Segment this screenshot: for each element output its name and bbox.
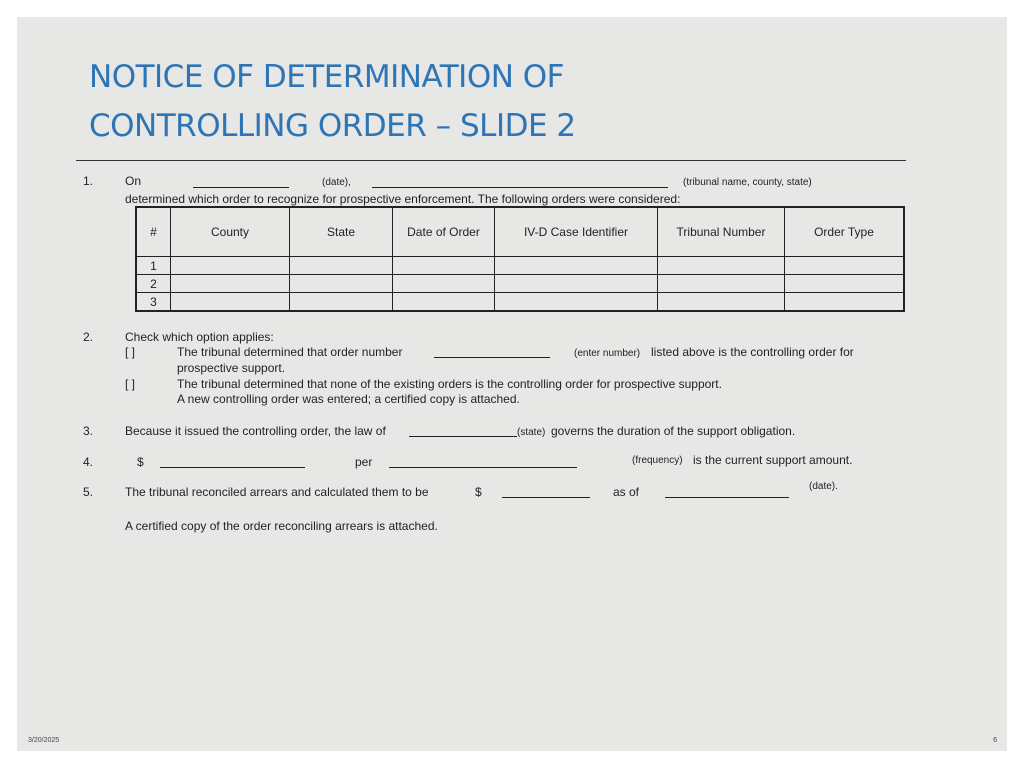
cell-date-of-order[interactable] (393, 257, 495, 275)
item-5-certified-text: A certified copy of the order reconciling arrears is attached. (125, 519, 438, 533)
item-1-on: On (125, 174, 142, 188)
item-4-number: 4. (83, 455, 94, 469)
table-row (136, 257, 904, 275)
arrears-date-line[interactable] (665, 497, 789, 498)
item-4-frequency-hint: (frequency) (632, 455, 683, 466)
item-1-number: 1. (83, 174, 94, 188)
cell-date-of-order[interactable] (393, 275, 495, 293)
cell-date-of-order[interactable] (393, 293, 495, 312)
item-1-date-hint: (date), (322, 177, 351, 188)
cell-case-identifier[interactable] (495, 257, 658, 275)
option-2-text: The tribunal determined that none of the existing orders is the controlling order for prospective support. (177, 377, 722, 391)
cell-order-type[interactable] (785, 275, 905, 293)
table-header-row (136, 207, 904, 257)
col-header-order-type: Order Type (785, 207, 905, 257)
option-2-checkbox[interactable]: [ ] (125, 377, 136, 391)
col-header-number: # (136, 207, 171, 257)
item-5-text: The tribunal reconciled arrears and calculated them to be (125, 485, 429, 499)
item-3-text: Because it issued the controlling order, the law of (125, 424, 386, 438)
state-line[interactable] (409, 436, 517, 437)
footer-date: 3/20/2025 (28, 737, 60, 744)
slide-title-line-1: NOTICE OF DETERMINATION OF (89, 59, 564, 95)
table-row (136, 275, 904, 293)
cell-case-identifier[interactable] (495, 275, 658, 293)
row-number: 3 (136, 293, 171, 312)
cell-order-type[interactable] (785, 257, 905, 275)
row-number: 2 (136, 275, 171, 293)
cell-tribunal-number[interactable] (658, 275, 785, 293)
col-header-tribunal-number: Tribunal Number (658, 207, 785, 257)
cell-county[interactable] (171, 257, 290, 275)
item-3-text-end: governs the duration of the support obligation. (551, 424, 796, 438)
cell-tribunal-number[interactable] (658, 293, 785, 312)
item-4-per: per (355, 455, 373, 469)
orders-table (135, 206, 905, 312)
cell-state[interactable] (290, 293, 393, 312)
option-2-text-line-2: A new controlling order was entered; a certified copy is attached. (177, 392, 520, 406)
col-header-county: County (171, 207, 290, 257)
col-header-state: State (290, 207, 393, 257)
option-1-number-hint: (enter number) (574, 348, 641, 359)
item-1-text: determined which order to recognize for prospective enforcement. The following orders were considered: (125, 192, 681, 206)
item-2-heading: Check which option applies: (125, 330, 274, 344)
cell-case-identifier[interactable] (495, 293, 658, 312)
cell-order-type[interactable] (785, 293, 905, 312)
item-1-tribunal-line[interactable] (372, 187, 668, 188)
slide (17, 17, 1007, 751)
table-row (136, 293, 904, 312)
item-3-state-hint: (state) (517, 427, 546, 438)
option-1-text-line-2: prospective support. (177, 361, 286, 375)
order-number-line[interactable] (434, 357, 550, 358)
item-1-tribunal-hint: (tribunal name, county, state) (683, 177, 812, 188)
cell-county[interactable] (171, 275, 290, 293)
item-4-dollar: $ (137, 455, 144, 469)
col-header-date-of-order: Date of Order (393, 207, 495, 257)
cell-tribunal-number[interactable] (658, 257, 785, 275)
option-1-text: The tribunal determined that order number (177, 345, 403, 359)
support-amount-line[interactable] (160, 467, 305, 468)
item-5-number: 5. (83, 485, 94, 499)
option-1-text-end: listed above is the controlling order for (651, 345, 854, 359)
title-divider (76, 160, 906, 161)
item-4-text-end: is the current support amount. (693, 453, 853, 467)
arrears-amount-line[interactable] (502, 497, 590, 498)
option-1-checkbox[interactable]: [ ] (125, 345, 136, 359)
item-5-dollar: $ (475, 485, 482, 499)
page-number: 6 (993, 737, 997, 744)
frequency-line[interactable] (389, 467, 577, 468)
cell-county[interactable] (171, 293, 290, 312)
cell-state[interactable] (290, 275, 393, 293)
row-number: 1 (136, 257, 171, 275)
item-1-date-line[interactable] (193, 187, 289, 188)
cell-state[interactable] (290, 257, 393, 275)
item-5-date-hint: (date). (809, 481, 838, 492)
item-2-number: 2. (83, 330, 94, 344)
slide-title-line-2: CONTROLLING ORDER – SLIDE 2 (89, 108, 576, 144)
item-3-number: 3. (83, 424, 94, 438)
item-5-as-of: as of (613, 485, 640, 499)
col-header-case-identifier: IV-D Case Identifier (495, 207, 658, 257)
